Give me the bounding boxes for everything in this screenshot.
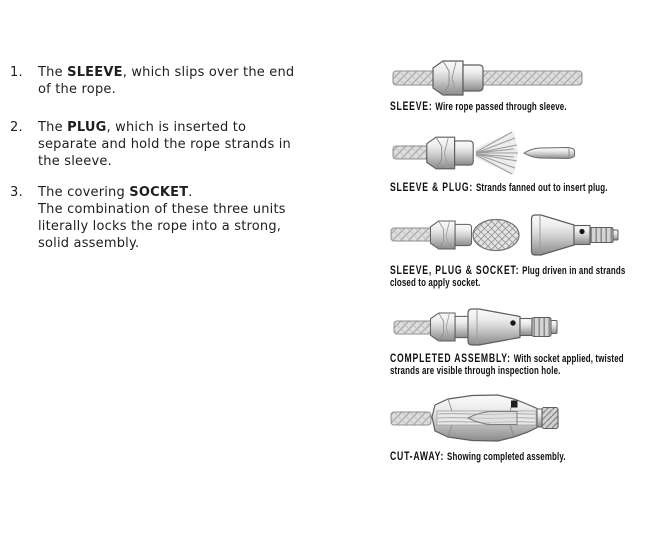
- text-segment: the sleeve.: [38, 154, 112, 169]
- caption-label: SLEEVE & PLUG:: [390, 180, 474, 194]
- cut-away-illustration: [390, 392, 562, 444]
- caption-label: SLEEVE, PLUG & SOCKET:: [390, 263, 520, 277]
- text-segment: The combination of these three units: [38, 202, 286, 217]
- figure-caption: [390, 265, 643, 289]
- list-item-socket: [10, 184, 340, 252]
- text-segment: separate and hold the rope strands in: [38, 137, 291, 152]
- text-segment: , which is inserted to: [106, 120, 247, 135]
- wire-rope: [391, 228, 433, 241]
- keyword-plug: PLUG: [67, 120, 107, 135]
- list-item-text: [38, 64, 340, 98]
- sleeve-and-plug-illustration: [392, 128, 582, 178]
- text-segment: , which slips over the end: [122, 65, 295, 80]
- completed-assembly-illustration: [393, 305, 561, 349]
- sleeve-part: [433, 61, 483, 95]
- list-item-plug: [10, 119, 340, 170]
- caption-text: Strands fanned out to insert plug.: [475, 182, 608, 194]
- inspection-hole: [510, 320, 515, 325]
- socket-part: [532, 215, 619, 255]
- sleeve-plug-socket-illustration: [390, 211, 622, 259]
- list-item-text: [38, 119, 340, 170]
- inspection-hole: [511, 401, 518, 408]
- text-segment: literally locks the rope into a strong,: [38, 219, 282, 234]
- list-item-number: 3.: [10, 185, 23, 200]
- keyword-socket: SOCKET: [129, 185, 189, 200]
- wire-rope: [393, 71, 582, 85]
- wire-rope: [394, 321, 434, 334]
- keyword-sleeve: SLEEVE: [67, 65, 123, 80]
- caption-label: CUT-AWAY:: [390, 449, 445, 463]
- threaded-end: [537, 408, 558, 429]
- plug-part: [524, 148, 575, 159]
- text-segment: of the rope.: [38, 82, 116, 97]
- caption-text: With socket applied, twisted strands are visible through inspection hole.: [390, 353, 624, 377]
- text-segment: The: [38, 65, 68, 80]
- figure-caption: [390, 101, 643, 114]
- text-segment: The covering: [38, 185, 130, 200]
- list-item-text: [38, 184, 340, 252]
- list-item-sleeve: [10, 64, 340, 98]
- caption-text: Plug driven in and strands closed to apply socket.: [390, 265, 626, 289]
- caption-label: SLEEVE:: [390, 99, 433, 113]
- figure-caption: [390, 182, 643, 195]
- fanned-strands: [475, 131, 518, 175]
- list-item-number: 1.: [10, 65, 23, 80]
- caption-label: COMPLETED ASSEMBLY:: [390, 351, 511, 365]
- sleeve-part: [427, 137, 473, 169]
- figure-caption: [390, 451, 643, 464]
- caption-text: Showing completed assembly.: [447, 451, 566, 463]
- text-segment: solid assembly.: [38, 236, 140, 251]
- text-segment: .: [188, 185, 193, 200]
- closed-strands-bulge: [473, 220, 519, 251]
- sleeve-part: [430, 313, 471, 341]
- text-segment: The: [38, 120, 68, 135]
- caption-text: Wire rope passed through sleeve.: [435, 101, 567, 113]
- figure-caption: [390, 353, 643, 377]
- socket-part: [468, 309, 557, 345]
- list-item-number: 2.: [10, 120, 23, 135]
- sleeve-illustration: [392, 56, 584, 100]
- sleeve-part: [430, 221, 471, 249]
- wire-rope: [391, 412, 431, 425]
